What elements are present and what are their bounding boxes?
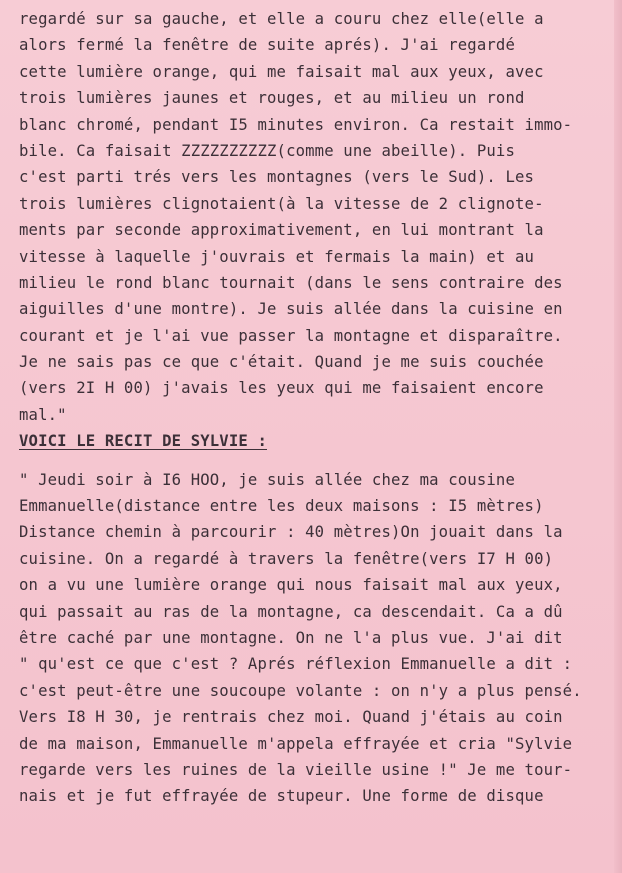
text-line: aiguilles d'une montre). Je suis allée dans la cuisine en <box>19 300 563 319</box>
text-line: qui passait au ras de la montagne, ca descendait. Ca a dû <box>19 602 563 621</box>
text-line: cuisine. On a regardé à travers la fenêtre(vers I7 H 00) <box>19 549 554 568</box>
text-line: on a vu une lumière orange qui nous faisait mal aux yeux, <box>19 576 563 595</box>
text-line: trois lumières clignotaient(à la vitesse de 2 clignote- <box>19 194 544 213</box>
text-line: regardé sur sa gauche, et elle a couru chez elle(elle a <box>19 10 544 28</box>
page-edge <box>614 0 622 873</box>
text-line: (vers 2I H 00) j'avais les yeux qui me faisaient encore <box>19 379 544 398</box>
text-line: regarde vers les ruines de la vieille usine !" Je me tour- <box>19 760 573 779</box>
text-line: de ma maison, Emmanuelle m'appela effrayée et cria "Sylvie <box>19 734 573 753</box>
text-line: Emmanuelle(distance entre les deux maisons : I5 mètres) <box>19 497 544 516</box>
text-line: c'est peut-être une soucoupe volante : on n'y a plus pensé. <box>19 681 582 700</box>
text-line: Vers I8 H 30, je rentrais chez moi. Quand j'étais au coin <box>19 708 563 727</box>
text-line: blanc chromé, pendant I5 minutes environ. Ca restait immo- <box>19 115 573 134</box>
text-line: trois lumières jaunes et rouges, et au milieu un rond <box>19 89 525 108</box>
text-line: c'est parti trés vers les montagnes (vers le Sud). Les <box>19 168 535 187</box>
text-line: mal." <box>19 405 67 424</box>
paragraph-gap <box>19 455 614 467</box>
document-text <box>19 6 614 810</box>
section-heading: VOICI LE RECIT DE SYLVIE : <box>19 432 267 451</box>
text-line: Distance chemin à parcourir : 40 mètres)On jouait dans la <box>19 523 563 542</box>
text-line: nais et je fut effrayée de stupeur. Une forme de disque <box>19 787 544 806</box>
text-line: être caché par une montagne. On ne l'a plus vue. J'ai dit <box>19 628 563 647</box>
text-line: courant et je l'ai vue passer la montagne et disparaître. <box>19 326 563 345</box>
text-line: vitesse à laquelle j'ouvrais et fermais la main) et au <box>19 247 535 266</box>
text-line: Je ne sais pas ce que c'était. Quand je me suis couchée <box>19 353 544 372</box>
text-line: bile. Ca faisait ZZZZZZZZZZ(comme une abeille). Puis <box>19 141 515 160</box>
text-line: cette lumière orange, qui me faisait mal aux yeux, avec <box>19 62 544 81</box>
text-line: " qu'est ce que c'est ? Aprés réflexion Emmanuelle a dit : <box>19 655 573 674</box>
text-line: alors fermé la fenêtre de suite aprés). J'ai regardé <box>19 36 515 55</box>
text-line: milieu le rond blanc tournait (dans le sens contraire des <box>19 273 563 292</box>
text-line: " Jeudi soir à I6 HOO, je suis allée chez ma cousine <box>19 470 515 489</box>
text-line: ments par seconde approximativement, en lui montrant la <box>19 221 544 240</box>
